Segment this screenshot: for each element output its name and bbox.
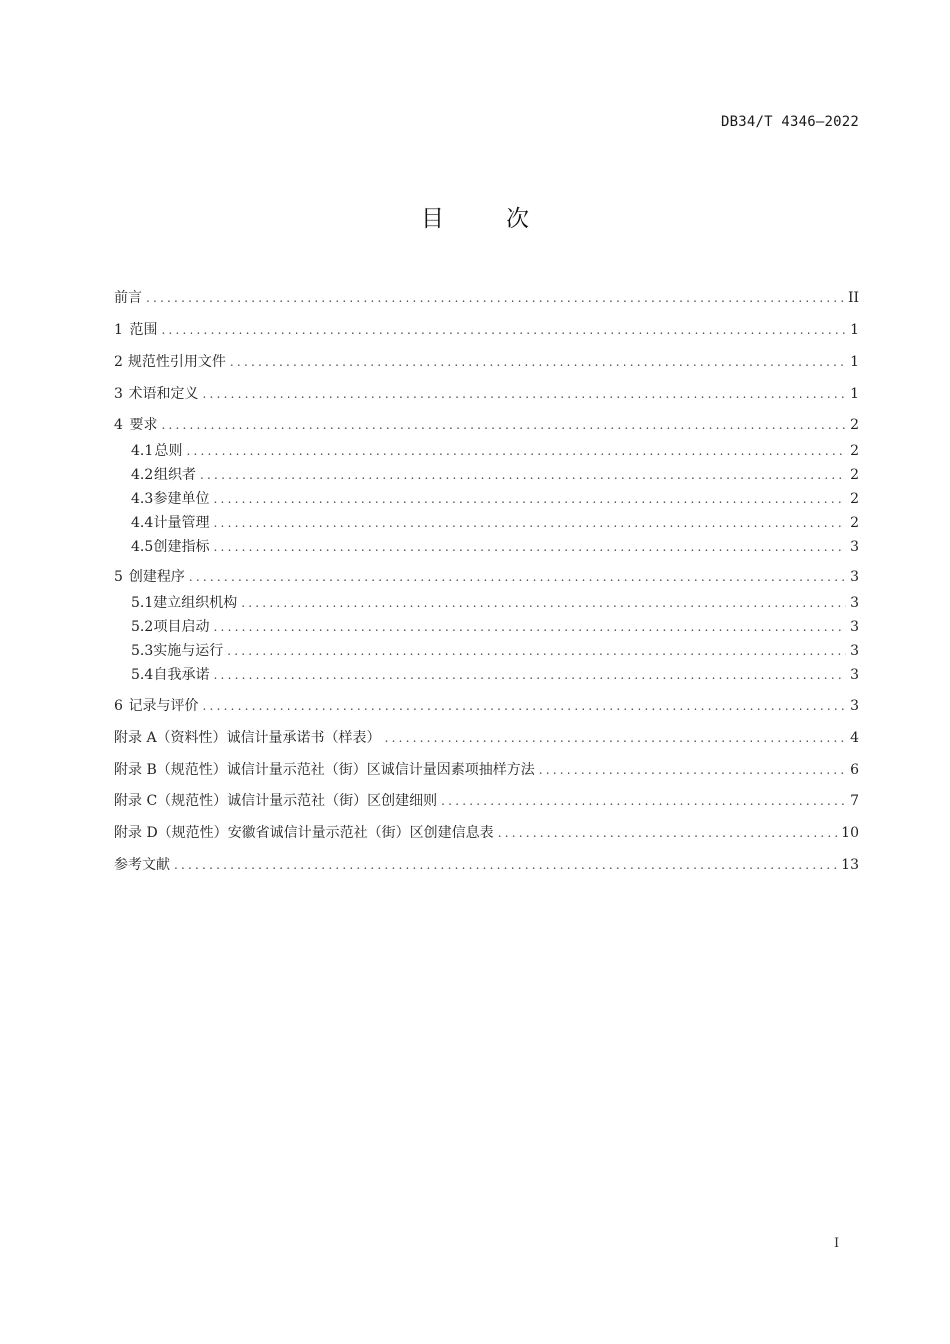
toc-leader-dots: [161, 320, 846, 340]
toc-entry-label: 术语和定义: [128, 386, 199, 402]
toc-leader-dots: [385, 728, 847, 748]
toc-entry-number: 6: [114, 698, 123, 714]
toc-entry-page: 6: [850, 762, 859, 778]
toc-entry-foreword[interactable]: [114, 288, 859, 308]
toc-entry-label: 范围: [129, 322, 158, 338]
toc-entry-number: 附录 A（资料性）: [114, 730, 227, 746]
toc-entry-page: 1: [850, 322, 859, 338]
toc-entry-page: 3: [850, 667, 859, 683]
toc-entry-number: 5.2: [131, 619, 154, 635]
toc-entry-number: 5.3: [131, 643, 154, 659]
page-number: I: [834, 1236, 840, 1251]
toc-entry-references[interactable]: [114, 855, 859, 875]
toc-entry-page: 3: [850, 569, 859, 585]
toc-entry-number: 1: [114, 322, 123, 338]
toc-entry-page: 13: [841, 857, 859, 873]
toc-entry-label: 记录与评价: [128, 698, 199, 714]
toc-entry-number: 2: [114, 354, 123, 370]
toc-entry-4-2[interactable]: [131, 465, 859, 485]
toc-entry-5-3[interactable]: [131, 641, 859, 661]
toc-entry-label: 要求: [129, 417, 158, 433]
toc-leader-dots: [227, 641, 846, 661]
toc-entry-number: 5: [114, 569, 123, 585]
toc-entry-label: 创建程序: [128, 569, 185, 585]
toc-entry-page: 10: [841, 825, 859, 841]
toc-entry-page: 4: [850, 730, 859, 746]
toc-entry-label: 组织者: [154, 467, 197, 483]
toc-entry-label: 总则: [154, 443, 183, 459]
toc-entry-number: 5.1: [131, 595, 154, 611]
toc-entry-3[interactable]: [114, 384, 859, 404]
toc-entry-page: 1: [850, 354, 859, 370]
toc-leader-dots: [174, 855, 837, 875]
toc-entry-number: 4.1: [131, 443, 154, 459]
toc-entry-number: 4: [114, 417, 123, 433]
toc-entry-page: 2: [850, 491, 859, 507]
toc-entry-page: 1: [850, 386, 859, 402]
toc-entry-1[interactable]: [114, 320, 859, 340]
toc-entry-page: 2: [850, 515, 859, 531]
toc-entry-4[interactable]: [114, 415, 859, 435]
toc-entry-label: 诚信计量示范社（街）区诚信计量因素项抽样方法: [226, 762, 535, 778]
toc-leader-dots: [498, 823, 837, 843]
toc-entry-5-1[interactable]: [131, 593, 859, 613]
toc-entry-appendix-a[interactable]: [114, 728, 859, 748]
toc-entry-number: 4.4: [131, 515, 154, 531]
toc-entry-label: 诚信计量承诺书（样表）: [226, 730, 381, 746]
toc-leader-dots: [203, 696, 847, 716]
toc-entry-number: 4.3: [131, 491, 154, 507]
toc-entry-number: 5.4: [131, 667, 154, 683]
toc-leader-dots: [214, 617, 847, 637]
toc-entry-page: 3: [850, 539, 859, 555]
toc-entry-number: 4.2: [131, 467, 154, 483]
toc-entry-page: 2: [850, 443, 859, 459]
toc-entry-number: 附录 D（规范性）: [114, 825, 228, 841]
toc-entry-4-3[interactable]: [131, 489, 859, 509]
toc-entry-4-5[interactable]: [131, 537, 859, 557]
toc-entry-5-4[interactable]: [131, 665, 859, 685]
toc-title: [0, 200, 950, 233]
toc-leader-dots: [214, 665, 847, 685]
toc-entry-appendix-b[interactable]: [114, 760, 859, 780]
toc-title-char-2: 次: [506, 206, 529, 232]
toc-entry-number: 3: [114, 386, 123, 402]
toc-leader-dots: [146, 288, 844, 308]
toc-entry-4-1[interactable]: [131, 441, 859, 461]
toc-entry-6[interactable]: [114, 696, 859, 716]
toc-entry-5[interactable]: [114, 567, 859, 587]
toc-entry-page: 3: [850, 643, 859, 659]
toc-entry-label: 自我承诺: [153, 667, 210, 683]
toc-entry-page: 2: [850, 417, 859, 433]
toc-entry-number: 附录 B（规范性）: [114, 762, 227, 778]
toc-entry-label: 项目启动: [153, 619, 210, 635]
toc-leader-dots: [230, 352, 846, 372]
toc-entry-label: 建立组织机构: [153, 595, 238, 611]
toc-leader-dots: [161, 415, 846, 435]
toc-leader-dots: [187, 441, 847, 461]
toc-entry-label: 参建单位: [153, 491, 210, 507]
toc-entry-appendix-c[interactable]: [114, 791, 859, 811]
toc-entry-page: 3: [850, 698, 859, 714]
toc-leader-dots: [214, 489, 847, 509]
toc-entry-2[interactable]: [114, 352, 859, 372]
toc-entry-page: 2: [850, 467, 859, 483]
toc-entry-appendix-d[interactable]: [114, 823, 859, 843]
toc-entry-number: 4.5: [131, 539, 154, 555]
toc-entry-page: 7: [850, 793, 859, 809]
toc-leader-dots: [441, 791, 846, 811]
toc-entry-label: 计量管理: [153, 515, 210, 531]
toc-entry-page: 3: [850, 619, 859, 635]
toc-leader-dots: [539, 760, 846, 780]
toc-entry-5-2[interactable]: [131, 617, 859, 637]
toc-entry-label: 安徽省诚信计量示范社（街）区创建信息表: [227, 825, 494, 841]
toc-entry-label: 参考文献: [114, 857, 170, 873]
toc-leader-dots: [203, 384, 847, 404]
toc-entry-label: 实施与运行: [153, 643, 224, 659]
toc-entry-4-4[interactable]: [131, 513, 859, 533]
toc-entry-label: 诚信计量示范社（街）区创建细则: [227, 793, 438, 809]
toc-entry-page: II: [847, 290, 859, 306]
toc-entry-page: 3: [850, 595, 859, 611]
toc-leader-dots: [214, 537, 847, 557]
toc-entry-label: 创建指标: [153, 539, 210, 555]
toc-leader-dots: [189, 567, 846, 587]
toc-entry-number: 附录 C（规范性）: [114, 793, 228, 809]
toc-leader-dots: [214, 513, 847, 533]
toc-title-char-1: 目: [421, 206, 444, 232]
toc-entry-label: 规范性引用文件: [127, 354, 226, 370]
toc-leader-dots: [241, 593, 846, 613]
toc-leader-dots: [200, 465, 846, 485]
document-code: DB34/T 4346—2022: [720, 114, 859, 130]
toc-entry-label: 前言: [114, 290, 142, 306]
